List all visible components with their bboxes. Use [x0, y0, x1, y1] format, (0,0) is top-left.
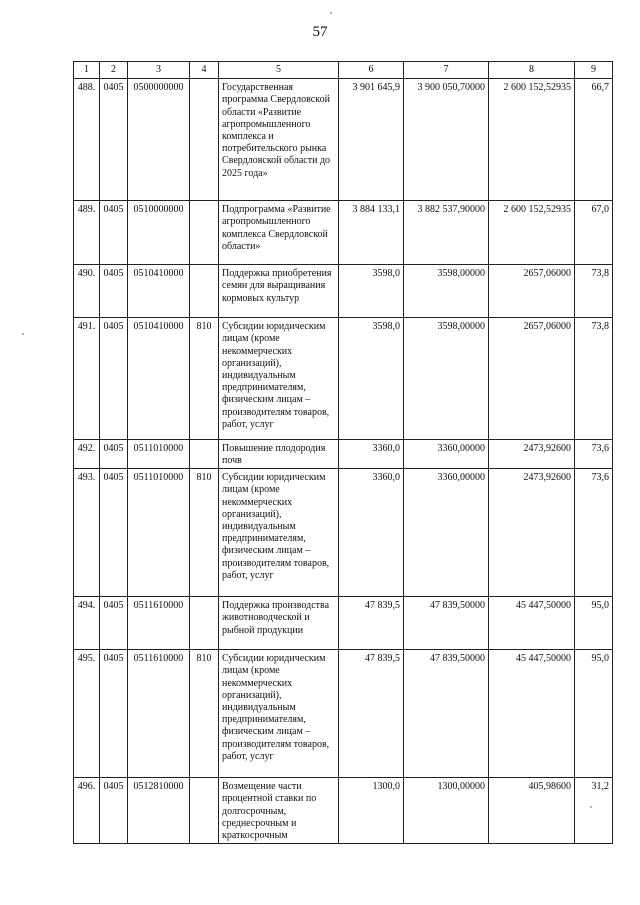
- section-code: 0405: [100, 201, 128, 265]
- row-number: 489.: [74, 201, 100, 265]
- column-header: 7: [404, 62, 489, 79]
- column-header: 1: [74, 62, 100, 79]
- table-row: [74, 201, 613, 265]
- scan-speck: [590, 806, 592, 808]
- table-row: [74, 440, 613, 469]
- column-header: 5: [219, 62, 339, 79]
- execution-percent: 95,0: [575, 597, 613, 650]
- item-name: Субсидии юридическим лицам (кроме некоммерческих организаций), индивидуальным предпринимателям, физическим лицам – производителям товаров, работ, услуг: [219, 469, 339, 597]
- expense-type: [190, 201, 219, 265]
- target-code: 0511010000: [128, 440, 190, 469]
- plan-amount: 47 839,5: [339, 597, 404, 650]
- execution-percent: 73,6: [575, 469, 613, 597]
- expense-type: 810: [190, 318, 219, 440]
- refined-amount: 3 900 050,70000: [404, 79, 489, 201]
- target-code: 0510410000: [128, 265, 190, 318]
- section-code: 0405: [100, 265, 128, 318]
- row-number: 493.: [74, 469, 100, 597]
- section-code: 0405: [100, 318, 128, 440]
- row-number: 495.: [74, 650, 100, 778]
- refined-amount: 47 839,50000: [404, 597, 489, 650]
- target-code: 0511010000: [128, 469, 190, 597]
- executed-amount: 2 600 152,52935: [489, 79, 575, 201]
- section-code: 0405: [100, 79, 128, 201]
- scan-speck: [22, 333, 24, 335]
- row-number: 488.: [74, 79, 100, 201]
- execution-percent: 73,8: [575, 265, 613, 318]
- table-row: [74, 79, 613, 201]
- refined-amount: 3598,00000: [404, 265, 489, 318]
- refined-amount: 1300,00000: [404, 778, 489, 844]
- item-name: Возмещение части процентной ставки по долгосрочным, среднесрочным и краткосрочным: [219, 778, 339, 844]
- expense-type: [190, 79, 219, 201]
- item-name: Повышение плодородия почв: [219, 440, 339, 469]
- table-row: [74, 265, 613, 318]
- expense-type: [190, 778, 219, 844]
- target-code: 0511610000: [128, 597, 190, 650]
- row-number: 492.: [74, 440, 100, 469]
- column-header: 4: [190, 62, 219, 79]
- target-code: 0510000000: [128, 201, 190, 265]
- column-header: 3: [128, 62, 190, 79]
- executed-amount: 2473,92600: [489, 469, 575, 597]
- refined-amount: 3 882 537,90000: [404, 201, 489, 265]
- table-row: [74, 650, 613, 778]
- section-code: 0405: [100, 469, 128, 597]
- refined-amount: 47 839,50000: [404, 650, 489, 778]
- execution-percent: 66,7: [575, 79, 613, 201]
- expense-type: 810: [190, 650, 219, 778]
- plan-amount: 3360,0: [339, 440, 404, 469]
- column-header: 9: [575, 62, 613, 79]
- item-name: Поддержка производства животноводческой и рыбной продукции: [219, 597, 339, 650]
- refined-amount: 3598,00000: [404, 318, 489, 440]
- item-name: Субсидии юридическим лицам (кроме некоммерческих организаций), индивидуальным предпринимателям, физическим лицам – производителям товаров, работ, услуг: [219, 318, 339, 440]
- expense-type: [190, 597, 219, 650]
- execution-percent: 73,8: [575, 318, 613, 440]
- execution-percent: 95,0: [575, 650, 613, 778]
- section-code: 0405: [100, 440, 128, 469]
- executed-amount: 2657,06000: [489, 265, 575, 318]
- plan-amount: 3598,0: [339, 318, 404, 440]
- executed-amount: 45 447,50000: [489, 597, 575, 650]
- table-row: [74, 469, 613, 597]
- executed-amount: 2657,06000: [489, 318, 575, 440]
- column-header: 8: [489, 62, 575, 79]
- execution-percent: 67,0: [575, 201, 613, 265]
- expense-type: [190, 440, 219, 469]
- executed-amount: 405,98600: [489, 778, 575, 844]
- table-row: [74, 318, 613, 440]
- column-header: 6: [339, 62, 404, 79]
- section-code: 0405: [100, 597, 128, 650]
- execution-percent: 31,2: [575, 778, 613, 844]
- expense-type: 810: [190, 469, 219, 597]
- column-header: 2: [100, 62, 128, 79]
- item-name: Поддержка приобретения семян для выращивания кормовых культур: [219, 265, 339, 318]
- expense-type: [190, 265, 219, 318]
- page-number: 57: [312, 24, 328, 40]
- executed-amount: 2473,92600: [489, 440, 575, 469]
- budget-table: [73, 61, 613, 844]
- section-code: 0405: [100, 778, 128, 844]
- plan-amount: 1300,0: [339, 778, 404, 844]
- refined-amount: 3360,00000: [404, 440, 489, 469]
- executed-amount: 45 447,50000: [489, 650, 575, 778]
- item-name: Государственная программа Свердловской области «Развитие агропромышленного комплекса и потребительского рынка Свердловской области до 2025 года»: [219, 79, 339, 201]
- table-row: [74, 597, 613, 650]
- item-name: Субсидии юридическим лицам (кроме некоммерческих организаций), индивидуальным предпринимателям, физическим лицам – производителям товаров, работ, услуг: [219, 650, 339, 778]
- section-code: 0405: [100, 650, 128, 778]
- execution-percent: 73,6: [575, 440, 613, 469]
- executed-amount: 2 600 152,52935: [489, 201, 575, 265]
- row-number: 491.: [74, 318, 100, 440]
- plan-amount: 3360,0: [339, 469, 404, 597]
- target-code: 0500000000: [128, 79, 190, 201]
- row-number: 494.: [74, 597, 100, 650]
- refined-amount: 3360,00000: [404, 469, 489, 597]
- target-code: 0512810000: [128, 778, 190, 844]
- scan-speck: [330, 12, 332, 14]
- target-code: 0511610000: [128, 650, 190, 778]
- table-row: [74, 778, 613, 844]
- plan-amount: 3598,0: [339, 265, 404, 318]
- plan-amount: 3 901 645,9: [339, 79, 404, 201]
- target-code: 0510410000: [128, 318, 190, 440]
- plan-amount: 3 884 133,1: [339, 201, 404, 265]
- plan-amount: 47 839,5: [339, 650, 404, 778]
- row-number: 490.: [74, 265, 100, 318]
- table-header-row: [74, 62, 613, 79]
- row-number: 496.: [74, 778, 100, 844]
- item-name: Подпрограмма «Развитие агропромышленного комплекса Свердловской области»: [219, 201, 339, 265]
